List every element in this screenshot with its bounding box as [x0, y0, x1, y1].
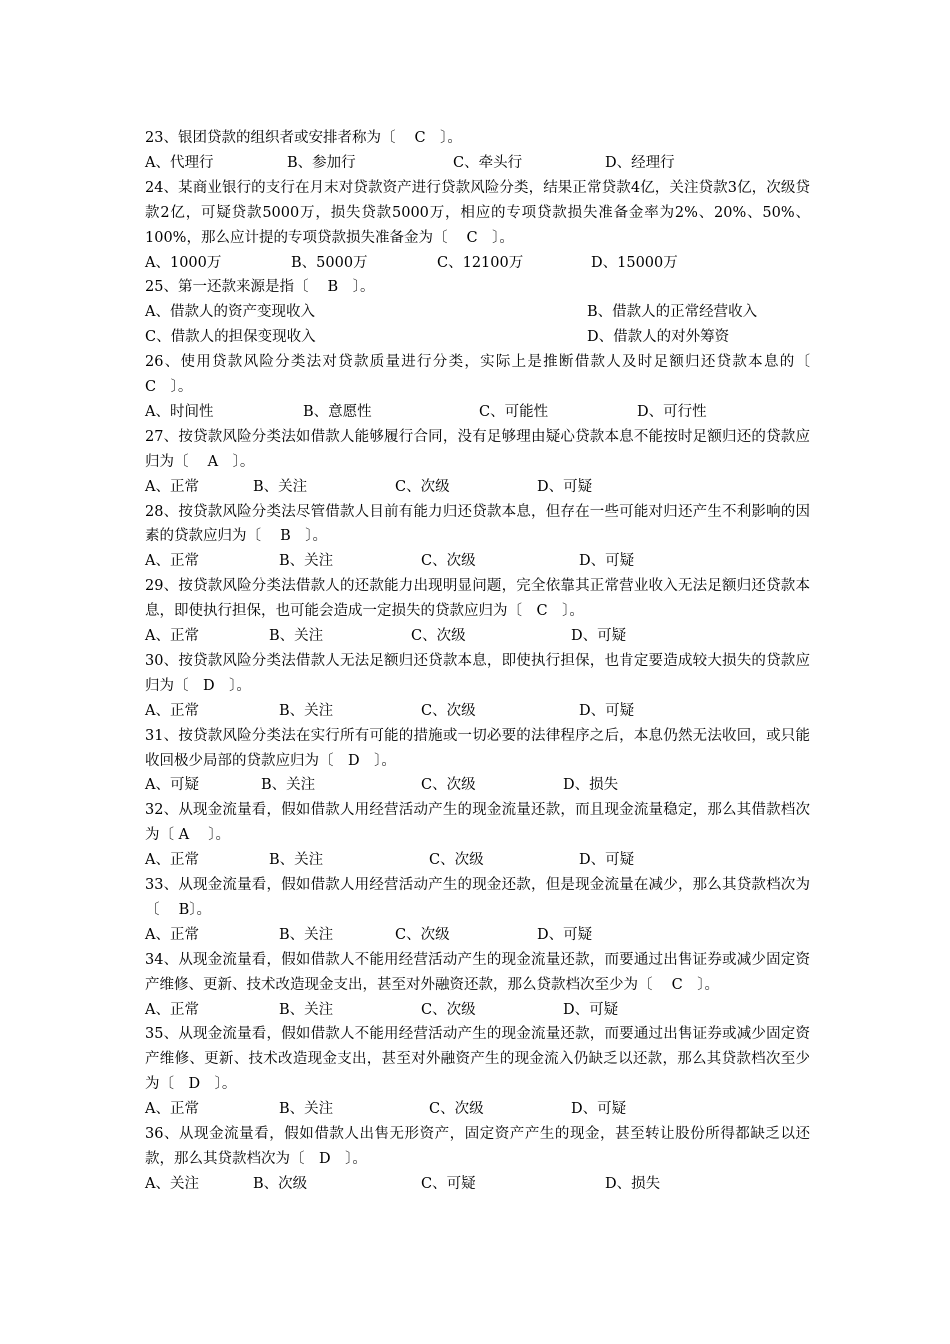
- question-text: 33、从现金流量看，假如借款人用经营活动产生的现金还款，但是现金流量在减少，那么其贷款档次为〔 B〕。: [145, 877, 810, 918]
- option-b: B、意愿性: [303, 403, 372, 420]
- question-text: 29、按贷款风险分类法借款人的还款能力出现明显问题，完全依靠其正常营业收入无法足额归还贷款本息，即使执行担保，也可能会造成一定损失的贷款应归为〔 C 〕。: [145, 578, 810, 620]
- options-row: [145, 848, 810, 873]
- option-b: B、次级: [253, 1175, 308, 1192]
- question-item: [145, 873, 810, 948]
- option-b: B、关注: [269, 628, 324, 645]
- question-item: [145, 350, 830, 425]
- option-a: A、时间性: [145, 403, 214, 420]
- option-b: B、参加行: [287, 154, 356, 171]
- option-d: D、可疑: [571, 628, 627, 645]
- option-b: B、关注: [261, 777, 316, 794]
- question-text: 27、按贷款风险分类法如借款人能够履行合同，没有足够理由疑心贷款本息不能按时足额归还的贷款应归为〔 A 〕。: [145, 428, 810, 470]
- option-c: C、次级: [421, 1001, 476, 1018]
- option-b: B、5000万: [291, 254, 368, 271]
- option-c: C、次级: [411, 628, 466, 645]
- option-c: C、借款人的担保变现收入: [145, 329, 316, 346]
- question-text: 30、按贷款风险分类法借款人无法足额归还贷款本息，即使执行担保，也肯定要造成较大损失的贷款应归为〔 D 〕。: [145, 652, 810, 694]
- options-row: [145, 1172, 810, 1197]
- option-b: B、关注: [253, 478, 308, 495]
- option-c: C、次级: [421, 777, 476, 794]
- option-c: C、次级: [429, 852, 484, 869]
- document-page: [145, 126, 830, 1197]
- option-d: D、可疑: [537, 478, 593, 495]
- option-a: A、代理行: [145, 154, 214, 171]
- options-row: [145, 923, 810, 948]
- question-item: [145, 275, 810, 350]
- option-c: C、次级: [421, 702, 476, 719]
- option-a: A、正常: [145, 702, 199, 719]
- question-text: 28、按贷款风险分类法尽管借款人目前有能力归还贷款本息，但存在一些可能对归还产生不利影响的因素的贷款应归为〔 B 〕。: [145, 503, 810, 545]
- option-d: D、损失: [563, 777, 619, 794]
- options-row: [145, 475, 810, 500]
- question-item: [145, 1022, 810, 1122]
- option-a: A、可疑: [145, 777, 199, 794]
- option-a: A、正常: [145, 1001, 199, 1018]
- question-item: [145, 574, 810, 649]
- option-c: C、可疑: [421, 1175, 476, 1192]
- option-a: A、1000万: [145, 254, 222, 271]
- option-d: D、可疑: [579, 553, 635, 570]
- options-row: [145, 773, 810, 798]
- option-a: A、正常: [145, 628, 199, 645]
- question-item: [145, 500, 810, 575]
- option-b: B、关注: [279, 926, 334, 943]
- option-a: A、正常: [145, 926, 199, 943]
- option-b: B、借款人的正常经营收入: [587, 304, 758, 321]
- options-row: [145, 624, 810, 649]
- option-c: C、次级: [429, 1101, 484, 1118]
- question-item: [145, 176, 810, 276]
- question-text: 24、某商业银行的支行在月末对贷款资产进行贷款风险分类，结果正常贷款4亿，关注贷款3亿，次级贷款2亿，可疑贷款5000万，损失贷款5000万，相应的专项贷款损失准备金率为2%、20%、50%、100%，那么应计提的专项贷款损失准备金为〔 C 〕。: [145, 179, 810, 246]
- option-a: A、正常: [145, 553, 199, 570]
- question-text: 31、按贷款风险分类法在实行所有可能的措施或一切必要的法律程序之后，本息仍然无法收回，或只能收回极少局部的贷款应归为〔 D 〕。: [145, 727, 810, 769]
- option-b: B、关注: [279, 1101, 334, 1118]
- options-row: [145, 325, 810, 350]
- option-a: A、正常: [145, 478, 199, 495]
- option-b: B、关注: [269, 852, 324, 869]
- question-text: 36、从现金流量看，假如借款人出售无形资产，固定资产产生的现金，甚至转让股份所得都缺乏以还款，那么其贷款档次为〔 D 〕。: [145, 1126, 810, 1167]
- option-b: B、关注: [279, 1001, 334, 1018]
- option-c: C、次级: [395, 926, 450, 943]
- option-d: D、可疑: [579, 852, 635, 869]
- question-item: [145, 798, 810, 873]
- option-d: D、损失: [605, 1175, 661, 1192]
- option-c: C、次级: [395, 478, 450, 495]
- option-c: C、牵头行: [453, 154, 523, 171]
- options-row: [145, 151, 810, 176]
- option-d: D、经理行: [605, 154, 675, 171]
- question-item: [145, 724, 810, 799]
- options-row: [145, 400, 810, 425]
- question-text: 23、银团贷款的组织者或安排者称为〔 C 〕。: [145, 130, 462, 146]
- option-a: A、正常: [145, 852, 199, 869]
- option-d: D、可疑: [571, 1101, 627, 1118]
- option-b: B、关注: [279, 553, 334, 570]
- question-text: 34、从现金流量看，假如借款人不能用经营活动产生的现金流量还款，而要通过出售证券或减少固定资产维修、更新、技术改造现金支出，甚至对外融资还款，那么贷款档次至少为〔 C 〕。: [145, 951, 810, 993]
- question-text: 32、从现金流量看，假如借款人用经营活动产生的现金流量还款，而且现金流量稳定，那么其借款档次为〔 A 〕。: [145, 802, 810, 844]
- question-text: 26、使用贷款风险分类法对贷款质量进行分类，实际上是推断借款人及时足额归还贷款本息的〔 C 〕。: [145, 354, 830, 395]
- option-d: D、可疑: [579, 702, 635, 719]
- question-item: [145, 649, 810, 724]
- question-text: 25、第一还款来源是指〔 B 〕。: [145, 279, 375, 296]
- option-a: A、关注: [145, 1175, 199, 1192]
- option-c: C、12100万: [437, 254, 524, 271]
- options-row: [145, 699, 810, 724]
- option-d: D、可疑: [563, 1001, 619, 1018]
- option-d: D、可疑: [537, 926, 593, 943]
- options-row: [145, 549, 810, 574]
- options-row: [145, 300, 810, 325]
- options-row: [145, 251, 810, 276]
- option-b: B、关注: [279, 702, 334, 719]
- option-a: A、借款人的资产变现收入: [145, 304, 315, 321]
- option-d: D、15000万: [591, 254, 678, 271]
- question-item: [145, 126, 810, 176]
- options-row: [145, 1097, 810, 1122]
- question-item: [145, 1122, 810, 1197]
- options-row: [145, 998, 810, 1023]
- question-item: [145, 948, 810, 1023]
- option-d: D、可行性: [637, 403, 707, 420]
- option-d: D、借款人的对外筹资: [587, 329, 730, 346]
- option-a: A、正常: [145, 1101, 199, 1118]
- option-c: C、可能性: [479, 403, 549, 420]
- question-item: [145, 425, 810, 500]
- question-text: 35、从现金流量看，假如借款人不能用经营活动产生的现金流量还款，而要通过出售证券或减少固定资产维修、更新、技术改造现金支出，甚至对外融资产生的现金流入仍缺乏以还款，那么其贷款档次至少为〔 D 〕。: [145, 1026, 810, 1093]
- option-c: C、次级: [421, 553, 476, 570]
